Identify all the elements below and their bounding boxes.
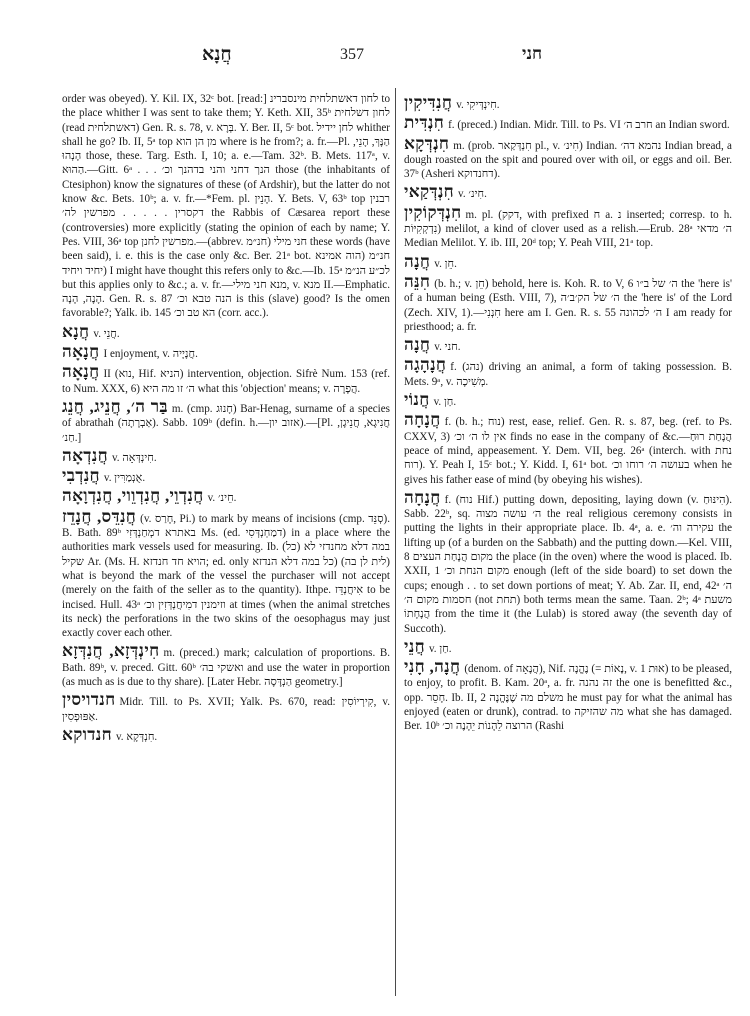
entry-headword: חֲנָה [404,335,431,355]
entry-definition: I enjoyment, v. חֲנָיָיה. [103,348,198,361]
entry-headword: חִינְדְּזָא, חֲנִדְּזָא [62,641,160,661]
entry-headword: חֲנָה [404,251,431,271]
entry-definition: v. חִינ׳. [458,188,487,201]
dictionary-entry [404,636,732,656]
entry-headword: חִנְדְּקַאי [404,182,455,202]
entry-headword: חֲנִדֵּס, חֲנָדֵז [62,506,137,526]
entry-definition: f. (נהג) driving an animal, a form of taking possession. B. Mets. 9ᵃ, v. מְשִׁיכָה. [404,361,732,388]
entry-headword: בַּר ה׳, חֲנֵיג, חֲנֵג [62,396,168,416]
entry-definition: v. חֵינ׳. [207,492,237,505]
entry-definition: m. (preced.) mark; calculation of proportions. B. Bath. 89ᵇ, v. preced. Gitt. 60ᵇ ואשקי בה׳ and use the water in proportion (as much as is due to thy share). [Later Hebr. הַנְדָּסָה geometry.] [62,647,390,688]
entry-definition: v. חִינְדְּאָה. [111,451,157,464]
left-column [62,92,390,746]
entry-definition: v. חני. [434,341,461,354]
entry-headword: חִנְדְּקוֹקִין [404,202,462,222]
dictionary-entry [62,342,390,362]
entry-definition: m. (cmp. חָנוּג) Bar-Henag, surname of a species of abrathah (אַבְרָתָה). Sabb. 109ᵇ (defin. h.—אזוב יון).—[Pl. חֲנִיגָא, חֲנֵיגָן, חַנ׳.] [62,402,391,444]
entry-definition: f. (preced.) Indian. Midr. Till. to Ps. VI חרב ה׳ an Indian sword. [448,119,730,132]
dictionary-entry [62,641,390,689]
right-running-headword: חני [522,44,543,63]
entry-definition: v. חַן. [433,396,457,409]
entry-definition: m. (prob. חִנְדְּקַאר pl., v. חִינ׳) Indian. נהמא דה׳ Indian bread, a dough roasted on the spit and poured over with oil, or eggs and oil. Ber. 37ᵇ (Asheri דחנדוקא). [404,139,732,181]
dictionary-entry [404,487,733,636]
entry-definition: v. חֲנֵי. [93,327,120,340]
entry-definition: f. (b. h.; נוח) rest, ease, relief. Gen. R. s. 87, beg. (ref. to Ps. CXXV, 3) אין לו ה׳ וכ׳ finds no ease in the company of &c.—הֲנָחַת רוּחַ peace of mind, appeasement. Y. Dem. VII, beg. 26ᵃ (interch. with נחת רוח). Y. Peah I, 15ᶜ bot.; Y. Kidd. I, 61ᵃ bot. בעושה ה׳ רוחו וכ׳ when he gives his father ease of mind (by obeying his wishes). [404,416,732,486]
entry-definition: (denom. of הֲנָאָה), Nif. נֶהֱנָה (= נֶאוֹת, v. אוּת 1) to be pleased, to enjoy, to profit. B. Kam. 20ᵃ, a. fr. זה נהנה the one is benefitted &c., opp. חָסֵר. Ib. II, 2 משלם מה שֶׁנֶּהֱנָה he must pay for what the animal has enjoyed (eaten or drunk), contrad. to מה שהזיקה what she has damaged. Ber. 10ᵇ הרוצה לֵהָנוֹת יֵהָנֶה וכ׳ (Rashi [404,663,733,733]
entry-headword: חֲנָחָה [404,487,441,507]
column-divider [395,88,396,996]
dictionary-entry [404,271,732,334]
entry-definition: v. חַן. [428,642,452,655]
dictionary-entry [404,202,733,251]
dictionary-entry [62,396,391,445]
dictionary-entry [404,410,732,486]
right-column [404,92,732,736]
entry-definition: m. pl. (דקק, with prefixed ח a. נ inserted; corresp. to h. נִדְקְקִיּוֹת) melilot, a kind of clover used as a relish.—Erub. 28ᵃ ה׳ מדאי Median Melilot. Y. ib. III, 20ᵈ top; Y. Peah VIII, 21ᵃ top. [404,208,733,250]
dictionary-entry [62,92,390,321]
entry-headword: חֲנָה, חָנִי [404,657,461,677]
entry-headword: חֲנָהָגָה [404,355,447,375]
entry-headword: חֲנִדְוֵי, חֲנִדְוֵוי, חֲנִדְוָאָה [62,486,204,506]
dictionary-entry [404,113,732,133]
entry-definition: (b. h.; v. חֵן) behold, here is. Koh. R. to V, 6 ה׳ של ב״ו the 'here is' of a human being (Esth. VIII, 7), ה׳ של הק׳ב׳ה the 'here is' of the Lord (Zech. XIV, 1).—חִנְנִי here am I. Gen. R. s. 55 ה׳ לכהונה I am ready for priesthood; a. fr. [404,277,732,333]
dictionary-entry [404,335,732,355]
dictionary-entry [62,321,390,341]
entry-headword: חנדויסין [62,690,116,710]
entry-definition: Midr. Till. to Ps. XVII; Yalk. Ps. 670, read: קִירְיוֹסִין, v. אַפּוּפְסִין. [62,696,390,723]
entry-definition: f. (נוח Hif.) putting down, depositing, laying down (v. הִינּוּחַ). Sabb. 22ᵇ, sq. ה׳ עושה מצוה the real religious ceremony consists in putting the lights in their appropriate place. Ib. 4ᵃ, a. e. עקירה וה׳ the lifting up (of a burden on the Sabbath) and the putting down.—Kel. VIII, 8 מקום הֲנָחַת העצים the place (in the oven) where the wood is placed. Ib. XXII, 1 מקום הנחת וכ׳ enough (left of the side board) to set down the cups; enough . . to set down portions of meat; Y. Ab. Zar. II, end, 42ᵃ ה׳ חסמות מקום ה׳ (not תחת) both terms mean the same. Taan. 2ᵇ; 4ᵃ משעת הֲנָחָתוֹ from the time it (the Lulab) is stored away (the seventh day of Succoth). [404,493,733,635]
dictionary-entry [62,724,390,744]
entry-definition: II (נוא, Hif. הניא) intervention, objection. Sifrè Num. 153 (ref. to Num. XXX, 6) ה׳ זו מה היא what this 'objection' means; v. הֲפָרָה. [62,368,391,395]
entry-headword: חֲנִדִּיקִין [404,93,453,112]
dictionary-entry [404,182,732,202]
entry-definition: v. חִינְדְּיקִי. [456,99,500,111]
entry-definition: (v. חָרַס, Pi.) to mark by means of incisions (cmp. סְנֵּד). B. Bath. 89ᵇ באתרא דמְחַנְדְּזִי Ms. (ed. דמַחְנְדְּסִי) in a place where the authorities mark vessels used for measuring. Ib. (כל) במה דלא מחנדזי לא שקיל Ar. (Ms. H. הויא חד חנדזא; ed. only כל במה דלא הנדזא) (לית לן בה) what is beyond the mark of the vessel the purchaser will not accept (merely on the faith of the seller as to the quantity). Ithpe. אִיחֲנְדֵּז to be incised. Hull. 43ᵃ וזימנין דמִיחֲנְדְּזִין וכ׳ at times (when the animal stretches its neck) the perforations in the two skins of the oesophagus may just exactly cover each other. [62,512,391,640]
dictionary-entry [404,251,732,271]
entry-headword: חִנְדִּית [404,113,445,133]
entry-headword: חֲנָחָה [404,410,441,430]
dictionary-entry [62,362,391,396]
entry-headword: חִנֵּה [404,271,431,291]
entry-headword: חֲנָאָה [62,362,100,382]
dictionary-entry [62,506,391,641]
entry-headword: חִנְדְּקָא [404,133,450,153]
entry-headword: חֲנֵי [404,636,425,656]
entry-definition: order was obeyed). Y. Kil. IX, 32ᶜ bot. [read:] לחון דאשתלחית מינסברינ to the place whither I was sent to take them; Y. Keth. XII, 35ᵇ לחון דשלחית (read דאשתלחית) Gen. R. s. 78, v. בְּרָא. Y. Ber. II, 5ᶜ bot. לחן יידיל whither shall he go? Ib. II, 5ᵃ top מן הן הוא where is he from?; a. fr.—Pl. הַנָּךְ, הָנֵי, הָנְהוּ those, these. Targ. Esth. I, 10; a. e.—Tam. 32ᵇ. B. Mets. 117ᵃ, v. הַהוּא.—Gitt. 6ᵃ . . . הנך דחני והני בדהנך וכ׳ those (the inhabitants of Ctesiphon) know the signatures of these (of Ardshir), but the latter do not know &c. Bets. 10ᵇ; a. v. fr.—*Fem. pl. הָנֵין. Y. Bets. V, 63ᵇ top רבנין דקסרין . . . . . מפרשין לה׳ the Rabbis of Cæsarea report these (controversies) more explicitly (stating the opinion of each by name; Y. Pes. VIII, 36ᵃ top מפרשין לחנן.—(abbrev. חנ״מ) חני מילי these words (have been said), i. e. this is the case only &c. Ber. 21ᵃ bot. הוה אמינא) חנ״מ יחיד ויחיד) I might have thought this refers only to &c.—Ib. 15ᵃ לכ״ע הנ״מ but this applies only to &c.; a. v. fr.—מנא חני מילי, v. מנא II.—Emphatic. הָנָה, הָנָה. Gen. R. s. 87 הנה טבא וכ׳ is this (slave) good? Is the omen favorable?; Yalk. ib. 145 הא טב וכ׳ (corr. acc.). [62,93,391,320]
dictionary-entry [404,355,732,389]
left-running-headword: חֲנָא [202,44,232,65]
entry-headword: חֲנִדְבִי [62,466,100,486]
dictionary-entry [404,390,732,410]
dictionary-entry [62,486,390,506]
entry-headword: חֲנָאָה [62,342,100,362]
dictionary-entry [62,690,390,724]
entry-headword: חנדוקא [62,724,112,744]
entry-definition: v. אֻנְמַרִּין. [103,472,146,485]
entry-definition: v. חִנְדְּקָא. [115,730,158,743]
dictionary-entry [62,445,390,465]
entry-headword: חֲנִדְאָה [62,445,108,465]
page-number: 357 [340,46,364,63]
entry-headword: חֲנוֹי [404,390,430,410]
entry-headword: חֲנָא [62,321,90,341]
dictionary-entry [404,93,732,112]
entry-definition: v. חֵן. [434,257,457,270]
dictionary-entry [404,133,732,182]
dictionary-entry [62,466,390,486]
dictionary-entry [404,657,733,733]
page-header [90,44,670,74]
